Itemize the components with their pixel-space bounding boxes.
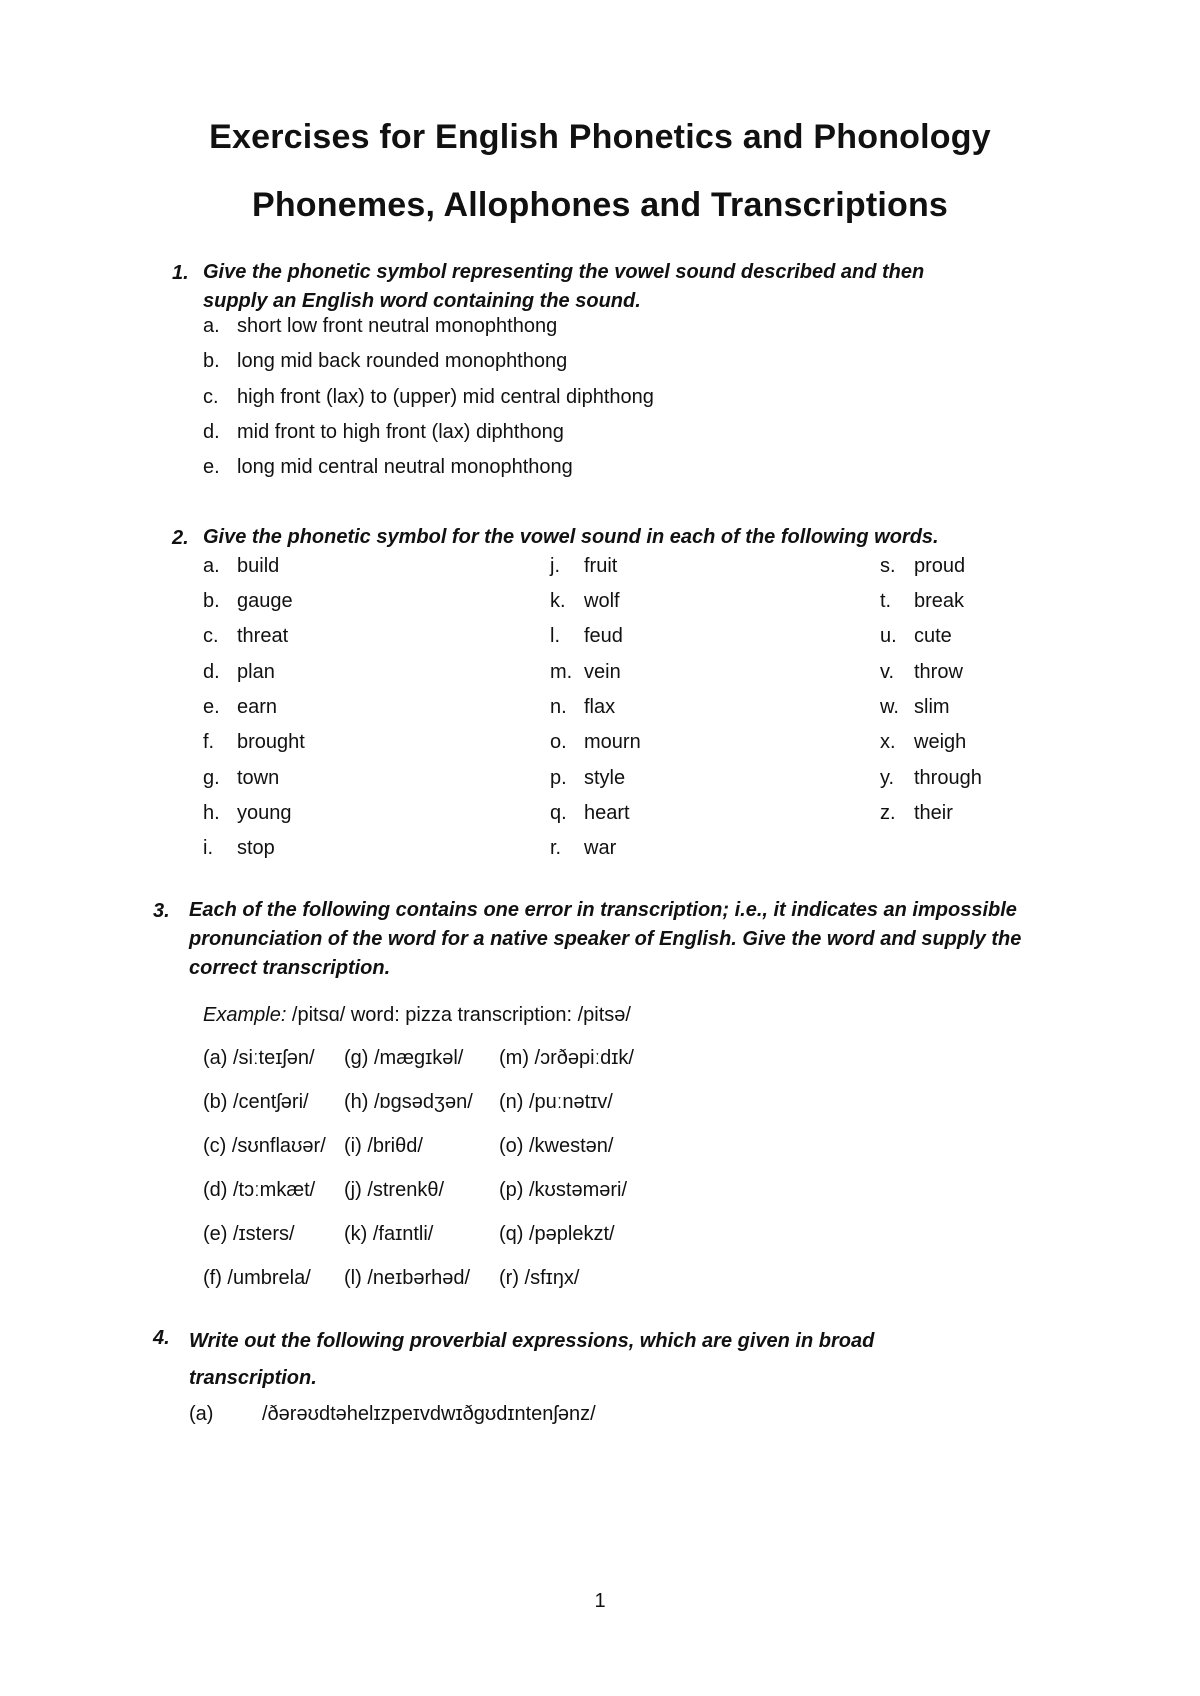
list-item	[203, 767, 279, 790]
question-3-number: 3.	[153, 900, 170, 922]
item-text: mourn	[584, 731, 641, 753]
transcription-item: (p) /kʊstəməri/	[499, 1179, 628, 1201]
list-item	[880, 661, 963, 684]
item-label: p.	[550, 767, 567, 789]
question-1-text: Give the phonetic symbol representing the vowel sound described and then supply an English word containing the sound.	[203, 261, 925, 312]
list-item	[189, 1403, 596, 1426]
transcription-item: (l) /neɪbərhəd/	[344, 1267, 471, 1289]
question-3-text: Each of the following contains one error in transcription; i.e., it indicates an impossible pronunciation of the word for a native speaker of English. Give the word and supply the correct transcription.	[189, 899, 1022, 979]
item-text: feud	[584, 625, 623, 647]
example-line	[203, 1004, 631, 1027]
question-2-number: 2.	[172, 527, 189, 549]
transcription-item: (k) /faɪntli/	[344, 1223, 434, 1245]
list-item	[550, 731, 641, 754]
list-item	[880, 555, 965, 578]
item-label: a.	[203, 315, 220, 337]
transcription-item: (n) /puːnətɪv/	[499, 1091, 613, 1113]
transcription-row	[203, 1091, 613, 1114]
list-item	[880, 802, 953, 825]
item-label: k.	[550, 590, 566, 612]
item-text: flax	[584, 696, 616, 718]
item-text: long mid back rounded monophthong	[237, 350, 568, 372]
item-text: town	[237, 767, 280, 789]
list-item	[203, 837, 275, 860]
list-item	[203, 731, 305, 754]
item-text: throw	[914, 661, 963, 683]
list-item	[203, 315, 557, 338]
item-label: i.	[203, 837, 213, 859]
item-text: slim	[914, 696, 950, 718]
list-item	[550, 590, 620, 613]
list-item	[550, 696, 615, 719]
transcription-row	[203, 1135, 613, 1158]
item-label: b.	[203, 350, 220, 372]
item-label: s.	[880, 555, 896, 577]
item-label: h.	[203, 802, 220, 824]
question-2-text: Give the phonetic symbol for the vowel sound in each of the following words.	[203, 526, 939, 548]
item-label: a.	[203, 555, 220, 577]
item-label: n.	[550, 696, 567, 718]
question-1-number: 1.	[172, 262, 189, 284]
list-item	[203, 386, 654, 409]
item-text: /ðərəʊdtəhelɪzpeɪvdwɪðɡʊdɪntenʃənz/	[262, 1403, 596, 1425]
item-label: d.	[203, 661, 220, 683]
item-text: proud	[914, 555, 966, 577]
item-label: (a)	[189, 1403, 214, 1425]
transcription-item: (b) /centʃəri/	[203, 1091, 309, 1113]
page-subtitle: Phonemes, Allophones and Transcriptions	[251, 186, 949, 224]
transcription-item: (r) /sfɪŋx/	[499, 1267, 580, 1289]
item-label: o.	[550, 731, 567, 753]
item-text: break	[914, 590, 965, 612]
list-item	[880, 590, 964, 613]
page-title: Exercises for English Phonetics and Phonology	[209, 118, 991, 156]
item-label: g.	[203, 767, 220, 789]
question-4-number: 4.	[153, 1327, 170, 1349]
item-label: v.	[880, 661, 895, 683]
item-text: wolf	[584, 590, 620, 612]
item-text: weigh	[914, 731, 967, 753]
transcription-item: (q) /pəplekzt/	[499, 1223, 615, 1245]
transcription-item: (h) /ɒɡsədʒən/	[344, 1091, 473, 1113]
transcription-item: (e) /ɪsters/	[203, 1223, 295, 1245]
item-label: u.	[880, 625, 897, 647]
item-text: fruit	[584, 555, 618, 577]
list-item	[203, 590, 293, 613]
item-label: y.	[880, 767, 895, 789]
transcription-row	[203, 1179, 627, 1202]
item-label: m.	[550, 661, 573, 683]
list-item	[203, 421, 564, 444]
transcription-item: (g) /mæɡɪkəl/	[344, 1047, 464, 1069]
example-label: Example:	[203, 1004, 287, 1026]
transcription-item: (i) /briθd/	[344, 1135, 423, 1157]
item-text: mid front to high front (lax) diphthong	[237, 421, 564, 443]
page-number: 1	[594, 1590, 606, 1612]
list-item	[203, 456, 573, 479]
transcription-item: (o) /kwestən/	[499, 1135, 614, 1157]
item-text: threat	[237, 625, 289, 647]
transcription-row	[203, 1223, 615, 1246]
transcription-row	[203, 1047, 634, 1070]
item-text: war	[584, 837, 617, 859]
item-label: d.	[203, 421, 220, 443]
item-text: high front (lax) to (upper) mid central diphthong	[237, 386, 654, 408]
list-item	[203, 696, 277, 719]
item-label: q.	[550, 802, 567, 824]
example-text: /pitsɑ/ word: pizza transcription: /pitsə/	[286, 1004, 631, 1026]
item-label: w.	[880, 696, 899, 718]
item-text: stop	[237, 837, 275, 859]
item-label: c.	[203, 386, 219, 408]
item-text: plan	[237, 661, 275, 683]
list-item	[550, 555, 617, 578]
item-label: z.	[880, 802, 896, 824]
item-text: earn	[237, 696, 278, 718]
item-label: e.	[203, 696, 220, 718]
transcription-item: (f) /umbrela/	[203, 1267, 311, 1289]
question-4-text: Write out the following proverbial expressions, which are given in broad transcription.	[189, 1330, 875, 1389]
item-text: vein	[584, 661, 621, 683]
item-text: their	[914, 802, 953, 824]
item-label: f.	[203, 731, 215, 753]
item-text: gauge	[237, 590, 293, 612]
item-label: l.	[550, 625, 560, 647]
item-text: young	[237, 802, 292, 824]
transcription-item: (d) /tɔːmkæt/	[203, 1179, 316, 1201]
transcription-item: (a) /siːteɪʃən/	[203, 1047, 315, 1069]
list-item	[203, 802, 292, 825]
item-text: brought	[237, 731, 305, 753]
item-text: through	[914, 767, 982, 789]
list-item	[203, 625, 288, 648]
list-item	[880, 767, 982, 790]
list-item	[550, 837, 616, 860]
item-label: e.	[203, 456, 220, 478]
transcription-item: (j) /strenkθ/	[344, 1179, 445, 1201]
transcription-item: (m) /ɔrðəpiːdɪk/	[499, 1047, 634, 1069]
item-label: x.	[880, 731, 896, 753]
list-item	[203, 661, 275, 684]
item-label: t.	[880, 590, 892, 612]
list-item	[203, 350, 567, 373]
list-item	[880, 731, 966, 754]
item-label: b.	[203, 590, 220, 612]
item-text: short low front neutral monophthong	[237, 315, 558, 337]
item-text: style	[584, 767, 626, 789]
item-text: heart	[584, 802, 630, 824]
list-item	[880, 625, 952, 648]
list-item	[550, 767, 625, 790]
item-text: long mid central neutral monophthong	[237, 456, 573, 478]
list-item	[550, 625, 623, 648]
item-label: c.	[203, 625, 219, 647]
item-label: r.	[550, 837, 562, 859]
transcription-item: (c) /sʊnflaʊər/	[203, 1135, 326, 1157]
list-item	[203, 555, 279, 578]
list-item	[550, 661, 621, 684]
item-text: build	[237, 555, 280, 577]
list-item	[880, 696, 950, 719]
item-label: j.	[550, 555, 560, 577]
item-text: cute	[914, 625, 952, 647]
transcription-row	[203, 1267, 579, 1290]
list-item	[550, 802, 630, 825]
